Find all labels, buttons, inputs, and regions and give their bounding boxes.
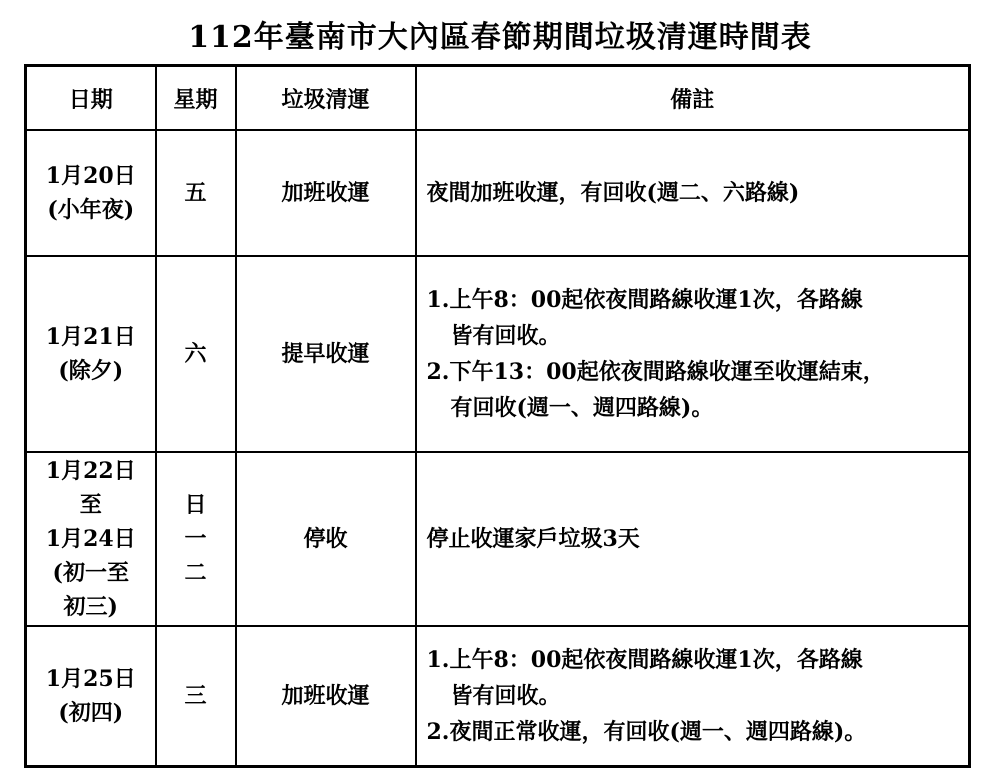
weekday-line: 日: [184, 492, 207, 518]
date-line: 1月24日: [45, 526, 136, 552]
collection-cell: 加班收運: [236, 130, 416, 256]
table-row: [26, 626, 970, 766]
date-line: (小年夜): [47, 197, 135, 223]
note-line: 2.下午13：00起依夜間路線收運至收運結束，: [426, 359, 885, 385]
collection-cell: 停收: [236, 452, 416, 626]
column-header-notes: 備註: [416, 66, 970, 131]
note-line: 停止收運家戶垃圾3天: [426, 526, 640, 552]
notes-cell: [416, 626, 970, 766]
date-cell: [26, 256, 156, 452]
note-line: 有回收(週一、週四路線)。: [450, 395, 714, 421]
table-row: [26, 452, 970, 626]
weekday-cell: [156, 256, 236, 452]
date-line: (除夕): [58, 358, 124, 384]
table-row: [26, 256, 970, 452]
table-row: [26, 130, 970, 256]
note-line: 夜間加班收運，有回收(週二、六路線): [426, 180, 800, 206]
date-cell: [26, 130, 156, 256]
weekday-cell: [156, 452, 236, 626]
column-header-weekday: 星期: [156, 66, 236, 131]
date-line: 1月22日: [45, 458, 136, 484]
date-cell: [26, 626, 156, 766]
note-line: 1.上午8：00起依夜間路線收運1次，各路線: [426, 646, 863, 673]
note-line: 1.上午8：00起依夜間路線收運1次，各路線: [426, 287, 863, 313]
header-row: [26, 66, 970, 131]
column-header-collection: 垃圾清運: [236, 66, 416, 131]
collection-cell: 提早收運: [236, 256, 416, 452]
notes-cell: [416, 256, 970, 452]
column-header-date: 日期: [26, 66, 156, 131]
notes-cell: [416, 452, 970, 626]
note-line: 皆有回收。: [450, 323, 561, 349]
weekday-line: 六: [184, 341, 207, 367]
weekday-line: 二: [184, 560, 207, 586]
schedule-table: [24, 64, 971, 768]
date-line: 1月21日: [45, 324, 136, 350]
notes-cell: [416, 130, 970, 256]
weekday-line: 一: [184, 526, 207, 552]
collection-cell: 加班收運: [236, 626, 416, 766]
weekday-line: 三: [184, 682, 207, 709]
date-cell: [26, 452, 156, 626]
weekday-cell: [156, 130, 236, 256]
date-line: 1月20日: [45, 163, 136, 189]
document-title: 112年臺南市大內區春節期間垃圾清運時間表: [188, 20, 812, 55]
date-line: 初三): [63, 594, 118, 620]
weekday-cell: [156, 626, 236, 766]
weekday-line: 五: [184, 180, 207, 206]
date-line: (初一至: [52, 560, 129, 586]
date-line: 1月25日: [45, 665, 136, 692]
date-line: 至: [79, 492, 102, 518]
date-line: (初四): [58, 699, 124, 726]
note-line: 2.夜間正常收運，有回收(週一、週四路線)。: [426, 718, 867, 745]
note-line: 皆有回收。: [450, 682, 561, 709]
